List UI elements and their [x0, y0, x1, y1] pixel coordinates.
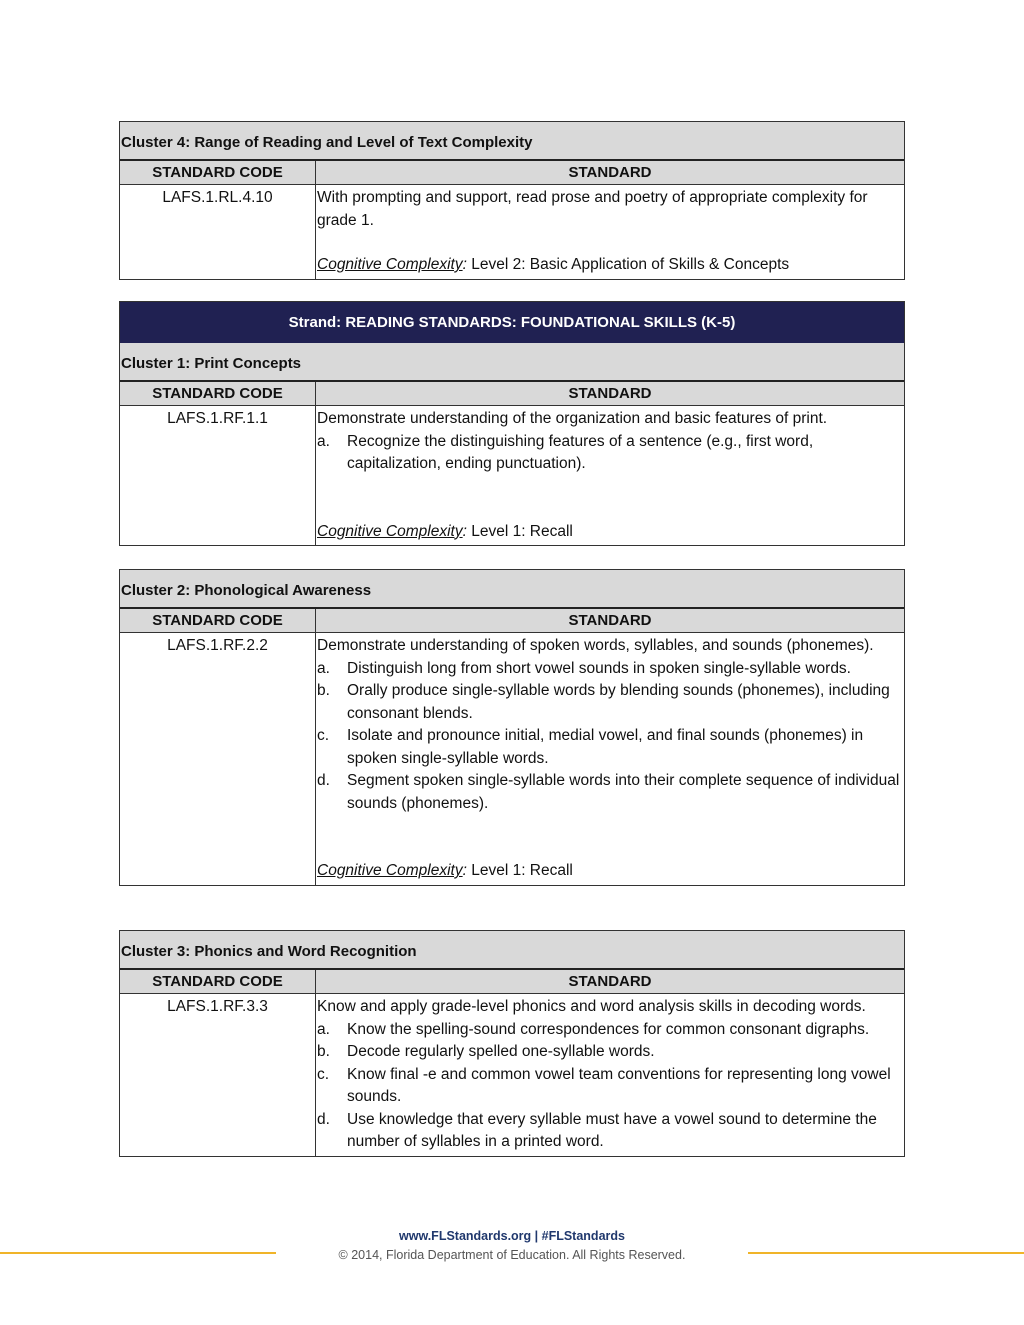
cluster-heading: Cluster 2: Phonological Awareness	[120, 570, 904, 609]
cognitive-complexity-label: Cognitive Complexity	[317, 522, 463, 540]
cognitive-complexity-label: Cognitive Complexity	[317, 862, 463, 879]
list-item: b. Orally produce single-syllable words by blending sounds (phonemes), including consonant blends.	[317, 682, 890, 722]
cluster-heading: Cluster 1: Print Concepts	[120, 343, 904, 382]
standard-description: Demonstrate understanding of the organization and basic features of print.	[317, 410, 828, 427]
column-headers	[120, 970, 904, 994]
column-header-standard: STANDARD	[568, 973, 652, 990]
cluster-heading: Cluster 4: Range of Reading and Level of Text Complexity	[120, 122, 904, 161]
column-headers	[120, 161, 904, 185]
table-row	[120, 185, 904, 279]
standard-code: LAFS.1.RL.4.10	[120, 185, 316, 279]
standard-description: With prompting and support, read prose and poetry of appropriate complexity for grade 1.	[317, 189, 868, 229]
table-row	[120, 994, 904, 1156]
column-header-standard: STANDARD	[568, 164, 652, 181]
standard-text	[316, 633, 904, 885]
cluster-3-table	[119, 930, 905, 1157]
cognitive-complexity: Cognitive Complexity: Level 2: Basic Application of Skills & Concepts	[317, 256, 790, 273]
cognitive-complexity-label: Cognitive Complexity	[317, 256, 463, 273]
column-header-standard: STANDARD	[568, 612, 652, 629]
cognitive-complexity-value: Level 1: Recall	[466, 522, 573, 540]
list-item: a. Recognize the distinguishing features of a sentence (e.g., first word, capitalization, ending punctuation).	[317, 432, 814, 472]
table-row	[120, 633, 904, 885]
column-header-code: STANDARD CODE	[120, 382, 316, 405]
cluster-4-table	[119, 121, 905, 280]
list-item: d. Use knowledge that every syllable must have a vowel sound to determine the number of syllables in a printed word.	[317, 1110, 877, 1150]
column-header-standard: STANDARD	[568, 385, 652, 402]
column-header-code: STANDARD CODE	[120, 161, 316, 184]
strand-title: Strand: READING STANDARDS: FOUNDATIONAL SKILLS (K-5)	[120, 302, 904, 343]
list-item: c. Know final -e and common vowel team conventions for representing long vowel sounds.	[317, 1065, 891, 1105]
standard-code: LAFS.1.RF.2.2	[120, 633, 316, 885]
standard-code: LAFS.1.RF.3.3	[120, 994, 316, 1156]
column-header-code: STANDARD CODE	[120, 970, 316, 993]
standard-code: LAFS.1.RF.1.1	[120, 406, 316, 545]
cluster-1-table	[119, 343, 905, 546]
standard-text	[316, 406, 904, 545]
cluster-2-table	[119, 569, 905, 886]
cognitive-complexity-value: Level 2: Basic Application of Skills & Concepts	[466, 256, 790, 273]
column-headers	[120, 382, 904, 406]
cognitive-complexity: Cognitive Complexity: Level 1: Recall	[317, 522, 573, 540]
footer-copyright: © 2014, Florida Department of Education. All Rights Reserved.	[338, 1248, 686, 1262]
list-item: b. Decode regularly spelled one-syllable words.	[317, 1043, 655, 1060]
list-item: c. Isolate and pronounce initial, medial vowel, and final sounds (phonemes) in spoken single-syllable words.	[317, 727, 864, 767]
cluster-heading: Cluster 3: Phonics and Word Recognition	[120, 931, 904, 970]
table-row	[120, 406, 904, 545]
list-item: a. Distinguish long from short vowel sounds in spoken single-syllable words.	[317, 659, 851, 677]
footer-links[interactable]: www.FLStandards.org | #FLStandards	[399, 1229, 625, 1243]
list-item: d. Segment spoken single-syllable words into their complete sequence of individual sounds (phonemes).	[317, 772, 900, 812]
cognitive-complexity-value: Level 1: Recall	[466, 862, 573, 879]
column-header-code: STANDARD CODE	[120, 609, 316, 632]
standard-description: Know and apply grade-level phonics and word analysis skills in decoding words.	[317, 998, 866, 1015]
column-headers	[120, 609, 904, 633]
standard-text	[316, 994, 904, 1156]
standard-description: Demonstrate understanding of spoken words, syllables, and sounds (phonemes).	[317, 637, 874, 654]
cognitive-complexity: Cognitive Complexity: Level 1: Recall	[317, 862, 573, 879]
standard-text	[316, 185, 904, 279]
list-item: a. Know the spelling-sound correspondences for common consonant digraphs.	[317, 1020, 870, 1038]
